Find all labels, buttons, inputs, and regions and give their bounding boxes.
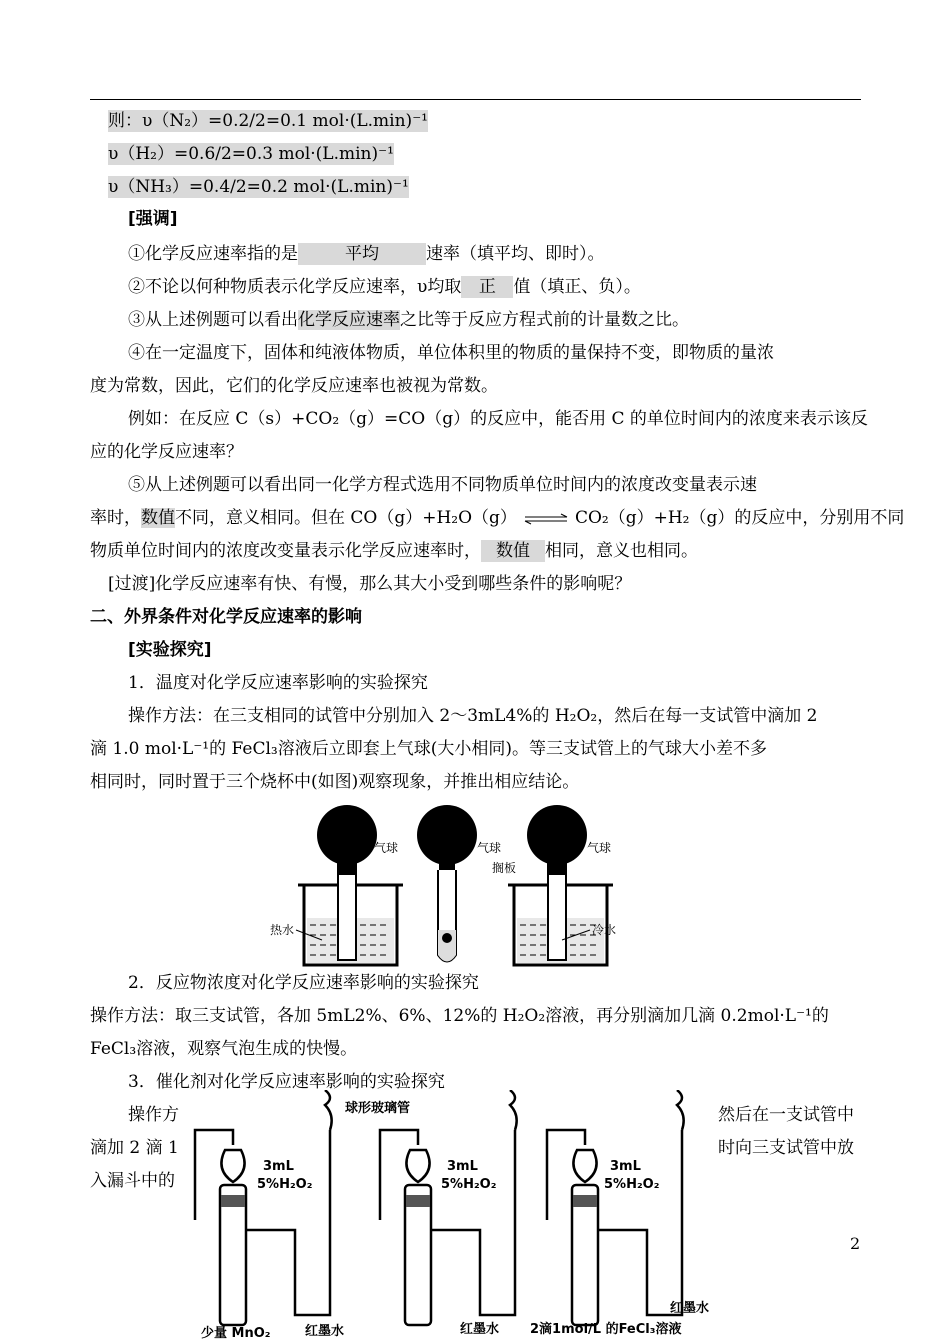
point-4-line2: 度为常数，因此，它们的化学反应速率也被视为常数。 [90,376,498,396]
calc-line-nh3: υ（NH₃）=0.4/2=0.2 mol·(L.min)⁻¹ [108,177,409,197]
point-3-text-a: ③从上述例题可以看出 [128,310,298,330]
cold-water-label: 冷水 [592,923,617,937]
experiment-3-method-1a: 操作方 [128,1105,179,1125]
experiment-2-title: 2．反应物浓度对化学反应速率影响的实验探究 [128,973,479,993]
point-5-text-a: 率时， [90,508,141,528]
beaker-cold [508,805,613,965]
page-number: 2 [850,1234,861,1253]
fecl3-label: 2滴1mol/L 的FeCl₃溶液 [530,1322,682,1337]
bulb-tube-label: 球形玻璃管 [345,1101,411,1116]
point-5-highlight: 数值 [141,508,175,528]
balloon-label-1: 气球 [374,841,399,855]
point-5-text-e: 相同，意义也相同。 [545,541,698,561]
emphasis-heading: [强调] [128,209,178,229]
calc-line-n2: 则：υ（N₂）=0.2/2=0.1 mol·(L.min)⁻¹ [108,111,428,131]
catalyst-experiment-figure [185,1090,725,1342]
experiment-3-method-2b: 时向三支试管中放 [718,1138,854,1158]
experiment-3-title: 3．催化剂对化学反应速率影响的实验探究 [128,1072,445,1092]
point-5-text-b: 不同，意义相同。但在 CO（g）+H₂O（g） [175,508,517,528]
balloon-label-2: 气球 [477,841,502,855]
red-ink-label-3: 红墨水 [670,1301,710,1316]
stirrer-label: 搁板 [492,861,517,875]
example-line1: 例如：在反应 C（s）+CO₂（g）=CO（g）的反应中，能否用 C 的单位时间内的浓度来表示该反 [128,409,868,429]
experiment-3-method-3a: 入漏斗中的 [90,1171,175,1191]
beaker-middle [417,805,477,962]
point-5-line2 [90,507,904,529]
section-2-heading: 二、外界条件对化学反应速率的影响 [90,607,362,627]
experiment-3-method-2a: 滴加 2 滴 1 [90,1138,179,1158]
example-line2: 应的化学反应速率？ [90,442,243,462]
temperature-experiment-figure [262,800,632,970]
mno2-label: 少量 MnO₂ [201,1326,271,1341]
red-ink-label-2: 红墨水 [460,1322,500,1337]
concentration-label-2: 5%H₂O₂ [441,1177,497,1192]
experiment-1-method-3: 相同时，同时置于三个烧杯中(如图)观察现象，并推出相应结论。 [90,772,580,792]
header-rule [90,99,861,100]
point-5-line3 [90,540,698,562]
experiment-1-method-1: 操作方法：在三支相同的试管中分别加入 2～3mL4%的 H₂O₂，然后在每一支试管中滴加 2 [128,706,818,726]
point-5-text-c: CO₂（g）+H₂（g）的反应中，分别用不同 [574,508,905,528]
apparatus-3 [547,1090,684,1325]
point-2 [128,276,641,298]
point-5-line1: ⑤从上述例题可以看出同一化学方程式选用不同物质单位时间内的浓度改变量表示速 [128,475,757,495]
point-3-text-b: 之比等于反应方程式前的计量数之比。 [400,310,689,330]
experiment-1-method-2: 滴 1.0 mol·L⁻¹的 FeCl₃溶液后立即套上气球(大小相同)。等三支试管上的气球大小差不多 [90,739,767,759]
experiment-2-method-2: FeCl₃溶液，观察气泡生成的快慢。 [90,1039,358,1059]
equilibrium-arrow-icon [523,513,569,525]
experiment-1-title: 1．温度对化学反应速率影响的实验探究 [128,673,428,693]
apparatus-2 [380,1090,517,1325]
volume-label-3: 3mL [610,1159,641,1174]
calc-line-h2: υ（H₂）=0.6/2=0.3 mol·(L.min)⁻¹ [108,144,394,164]
point-4-line1: ④在一定温度下，固体和纯液体物质，单位体积里的物质的量保持不变，即物质的量浓 [128,343,774,363]
point-2-text-b: 值（填正、负）。 [513,277,641,297]
point-1-text-b: 速率（填平均、即时）。 [426,244,605,264]
point-5-answer: 数值 [481,540,545,562]
volume-label-1: 3mL [263,1159,294,1174]
volume-label-2: 3mL [447,1159,478,1174]
point-5-text-d: 物质单位时间内的浓度改变量表示化学反应速率时， [90,541,481,561]
red-ink-label-1: 红墨水 [305,1324,345,1339]
hot-water-label: 热水 [270,923,295,937]
experiment-2-method-1: 操作方法：取三支试管，各加 5mL2%、6%、12%的 H₂O₂溶液，再分别滴加几滴 0.2mol·L⁻¹的 [90,1006,829,1026]
transition-text: [过渡]化学反应速率有快、有慢，那么其大小受到哪些条件的影响呢？ [108,574,632,594]
point-1-answer: 平均 [298,243,426,265]
apparatus-1 [195,1090,332,1325]
point-1-text-a: ①化学反应速率指的是 [128,244,298,264]
balloon-label-3: 气球 [587,841,612,855]
concentration-label-1: 5%H₂O₂ [257,1177,313,1192]
experiment-3-method-1b: 然后在一支试管中 [718,1105,854,1125]
point-3-highlight: 化学反应速率 [298,310,400,330]
point-2-text-a: ②不论以何种物质表示化学反应速率，υ均取 [128,277,462,297]
beaker-hot [298,805,403,965]
point-3 [128,309,689,331]
point-1 [128,243,605,265]
experiment-heading: [实验探究] [128,640,212,660]
concentration-label-3: 5%H₂O₂ [604,1177,660,1192]
point-2-answer: 正 [461,276,513,298]
